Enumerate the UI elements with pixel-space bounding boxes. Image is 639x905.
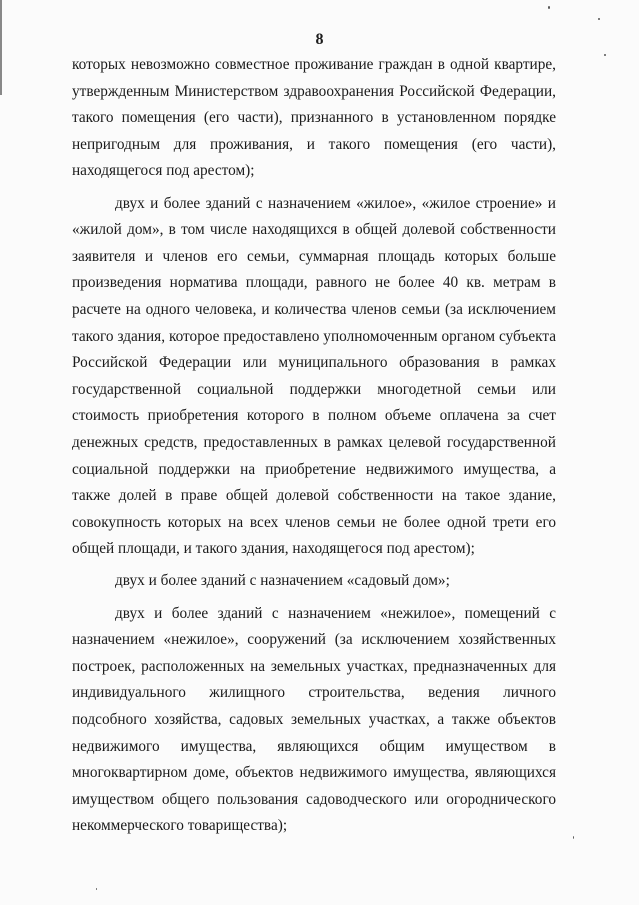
scan-speck (598, 18, 600, 20)
paragraph: двух и более зданий с назначением «жилое», «жилое строение» и «жилой дом», в том числе находящихся в общей долевой собственности заявителя и членов его семьи, суммарная площадь которых больше произведения норматива площади, равного не более 40 кв. метрам в расчете на одного человека, и количества членов семьи (за исключением такого здания, которое предоставлено уполномоченным органом субъекта Российской Федерации или муниципального образования в рамках государственной социальной поддержки многодетной семьи или стоимость приобретения которого в полном объеме оплачена за счет денежных средств, предоставленных в рамках целевой государственной социальной поддержки на приобретение недвижимого имущества, а также долей в праве общей долевой собственности на такое здание, совокупность которых на всех членов семьи не более одной трети его общей площади, и такого здания, находящегося под арестом); (72, 194, 556, 558)
scan-speck (548, 6, 550, 9)
scan-speck (604, 54, 606, 56)
paragraph: двух и более зданий с назначением «нежилое», помещений с назначением «нежилое», сооружений (за исключением хозяйственных построек, расположенных на земельных участках, предназначенных для индивидуального жилищного строительства, ведения личного подсобного хозяйства, садовых земельных участках, а также объектов недвижимого имущества, являющихся общим имуществом в многоквартирном доме, объектов недвижимого имущества, являющихся имуществом общего пользования садоводческого или огороднического некоммерческого товарищества); (72, 604, 556, 835)
paragraph: которых невозможно совместное проживание граждан в одной квартире, утвержденным Министерством здравоохранения Российской Федерации, такого помещения (его части), признанного в установленном порядке непригодным для проживания, и такого помещения (его части), находящегося под арестом); (72, 56, 556, 180)
page-number: 8 (315, 31, 324, 48)
scan-speck (96, 888, 97, 890)
scan-speck (573, 836, 574, 839)
document-body (72, 52, 556, 846)
paragraph: двух и более зданий с назначением «садовый дом»; (115, 572, 450, 590)
